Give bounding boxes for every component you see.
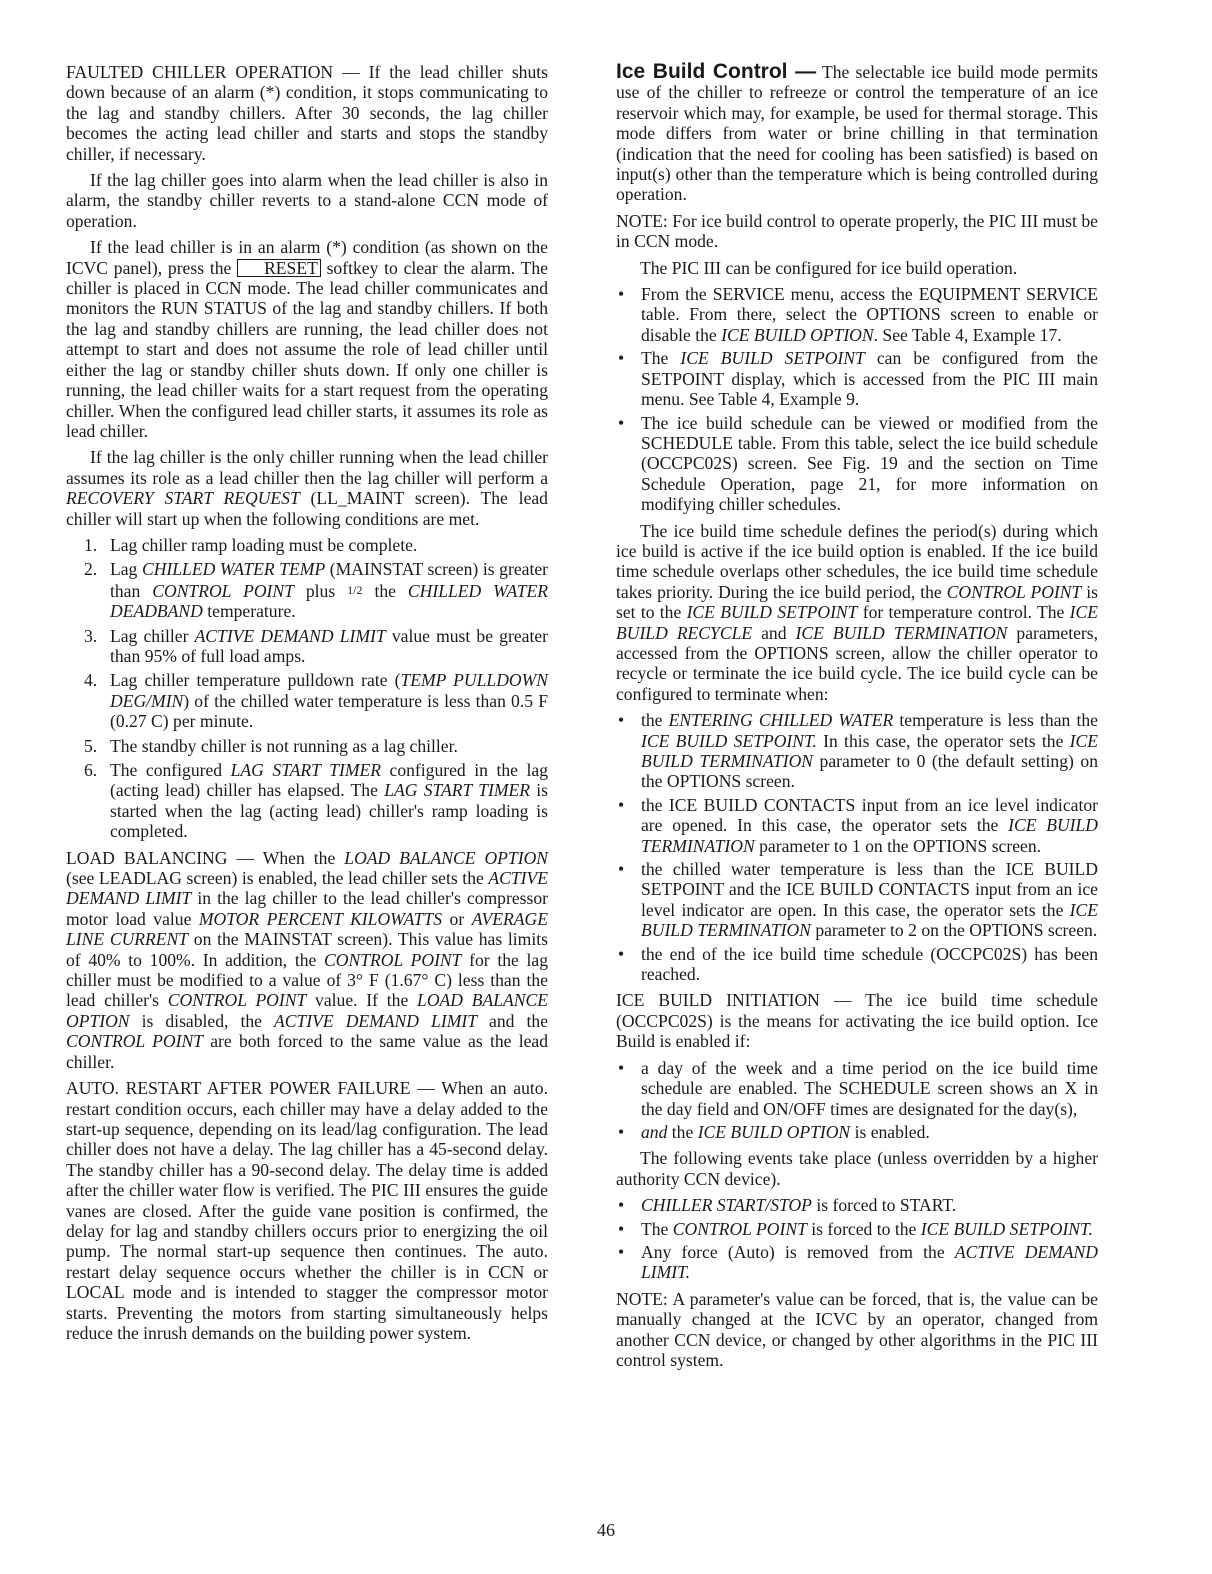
list-item: 1. Lag chiller ramp loading must be complete.	[84, 534, 418, 555]
note-ccn-mode: NOTE: For ice build control to operate properly, the PIC III must be in CCN mode.	[616, 210, 1098, 252]
auto-restart-paragraph: AUTO. RESTART AFTER POWER FAILURE — When an auto. restart condition occurs, each chiller may have a delay added to the start-up sequence, depending on its lead/lag configuration. The lead chiller does not have a delay. The lag chiller has a 45-second delay. The standby chiller has a 90-second delay. The delay time is added after the chiller water flow is verified. The PIC III ensures the guide vanes are closed. After the guide vane position is confirmed, the delay for lag and standby chillers occurs prior to energizing the oil pump. The normal start-up sequence then continues. The auto. restart delay sequence occurs whether the chiller is in CCN or LOCAL mode and is intended to stagger the compressor motor starts. Preventing the motors from starting simultaneously helps reduce the inrush demands on the building power system.	[66, 1078, 548, 1343]
left-column	[66, 62, 548, 1349]
auto-restart-heading: AUTO. RESTART AFTER POWER FAILURE —	[66, 1078, 435, 1099]
list-item: • The ICE BUILD SETPOINT can be configured from the SETPOINT display, which is accessed from the PIC III main menu. See Table 4, Example 9.	[618, 348, 1098, 410]
termination-bullet-list	[616, 710, 1098, 984]
lag-alarm-paragraph: If the lag chiller goes into alarm when the lead chiller is also in alarm, the standby chiller reverts to a stand-alone CCN mode of operation.	[66, 170, 548, 231]
list-item: • the chilled water temperature is less than the ICE BUILD SETPOINT and the ICE BUILD CONTACTS input from an ice level indicator are open. In this case, the operator sets the ICE BUILD TERMINATION parameter to 2 on the OPTIONS screen.	[618, 859, 1098, 941]
list-item: • CHILLER START/STOP is forced to START.	[618, 1195, 957, 1216]
list-item: • the ENTERING CHILLED WATER temperature is less than the ICE BUILD SETPOINT. In this case, the operator sets the ICE BUILD TERMINATION parameter to 0 (the default setting) on the OPTIONS screen.	[618, 710, 1098, 792]
config-bullet-list	[616, 284, 1098, 514]
list-item: • From the SERVICE menu, access the EQUIPMENT SERVICE table. From there, select the OPTIONS screen to enable or disable the ICE BUILD OPTION. See Table 4, Example 17.	[618, 284, 1098, 345]
start-conditions-list	[66, 535, 548, 842]
page-number: 46	[597, 1520, 615, 1540]
list-item: 2. Lag CHILLED WATER TEMP (MAINSTAT screen) is greater than CONTROL POINT plus 1/2 the CHILLED WATER DEADBAND temperature.	[84, 559, 548, 622]
list-item: • a day of the week and a time period on the ice build time schedule are enabled. The SCHEDULE screen shows an X in the day field and ON/OFF times are designated for the day(s),	[618, 1057, 1098, 1119]
events-bullet-list	[616, 1195, 1098, 1283]
list-item: • Any force (Auto) is removed from the ACTIVE DEMAND LIMIT.	[618, 1241, 1098, 1283]
initiation-bullet-list	[616, 1058, 1098, 1143]
list-item: • The ice build schedule can be viewed or modified from the SCHEDULE table. From this table, select the ice build schedule (OCCPC02S) screen. See Fig. 19 and the section on Time Schedule Operation, page 21, for more information on modifying chiller schedules.	[618, 412, 1098, 515]
list-item: 6. The configured LAG START TIMER configured in the lag (acting lead) chiller has elapsed. The LAG START TIMER is started when the lag (acting lead) chiller's ramp loading is completed.	[84, 760, 548, 842]
list-item: • the end of the ice build time schedule (OCCPC02S) has been reached.	[618, 943, 1098, 985]
list-item: 4. Lag chiller temperature pulldown rate (TEMP PULLDOWN DEG/MIN) of the chilled water temperature is less than 0.5 F (0.27 C) per minute.	[84, 670, 549, 732]
schedule-paragraph: The ice build time schedule defines the period(s) during which ice build is active if the ice build option is enabled. If the ice build time schedule overlaps other schedules, the ice build time schedule takes priority. During the ice build period, the CONTROL POINT is set to the ICE BUILD SETPOINT for temperature control. The ICE BUILD RECYCLE and ICE BUILD TERMINATION parameters, accessed from the OPTIONS screen, allow the chiller operator to recycle or terminate the ice build cycle. The ice build cycle can be configured to terminate when:	[616, 520, 1099, 704]
list-item: • and the ICE BUILD OPTION is enabled.	[618, 1121, 930, 1142]
events-paragraph: The following events take place (unless overridden by a higher authority CCN device).	[616, 1148, 1098, 1189]
recovery-paragraph: If the lag chiller is the only chiller running when the lead chiller assumes its role as a lead chiller then the lag chiller will perform a RECOVERY START REQUEST (LL_MAINT screen). The lead chiller will start up when the following conditions are met.	[66, 447, 548, 529]
faulted-chiller-heading: FAULTED CHILLER OPERATION —	[66, 62, 360, 82]
list-item: 5. The standby chiller is not running as a lag chiller.	[84, 735, 458, 756]
ice-build-initiation-heading: ICE BUILD INITIATION —	[616, 990, 852, 1011]
faulted-chiller-paragraph: FAULTED CHILLER OPERATION — If the lead chiller shuts down because of an alarm (*) condition, it stops communicating to the lag and standby chillers. After 30 seconds, the lag chiller becomes the acting lead chiller and starts and stops the standby chiller, if necessary.	[66, 62, 549, 164]
load-balancing-heading: LOAD BALANCING —	[66, 847, 255, 868]
ice-build-intro-paragraph: Ice Build Control — The selectable ice build mode permits use of the chiller to refreeze or control the temperature of an ice reservoir which may, for example, be used for thermal storage. This mode differs from water or brine chilling in that termination (indication that the need for cooling has been satisfied) is based on input(s) other than the temperature which is being controlled during operation.	[616, 60, 1098, 205]
load-balancing-paragraph: LOAD BALANCING — When the LOAD BALANCE OPTION (see LEADLAG screen) is enabled, the lead chiller sets the ACTIVE DEMAND LIMIT in the lag chiller to the lead chiller's compressor motor load value MOTOR PERCENT KILOWATTS or AVERAGE LINE CURRENT on the MAINSTAT screen). This value has limits of 40% to 100%. In addition, the CONTROL POINT for the lag chiller must be modified to a value of 3° F (1.67° C) less than the lead chiller's CONTROL POINT value. If the LOAD BALANCE OPTION is disabled, the ACTIVE DEMAND LIMIT and the CONTROL POINT are both forced to the same value as the lead chiller.	[66, 847, 549, 1072]
list-item: • The CONTROL POINT is forced to the ICE BUILD SETPOINT.	[618, 1218, 1093, 1239]
list-item: • the ICE BUILD CONTACTS input from an ice level indicator are opened. In this case, the operator sets the ICE BUILD TERMINATION parameter to 1 on the OPTIONS screen.	[618, 794, 1098, 856]
ice-build-section-title: Ice Build Control —	[616, 60, 817, 83]
configured-paragraph: The PIC III can be configured for ice build operation.	[640, 257, 1018, 278]
reset-softkey: RESET	[237, 259, 321, 277]
list-item: 3. Lag chiller ACTIVE DEMAND LIMIT value must be greater than 95% of full load amps.	[84, 625, 548, 666]
right-column	[616, 62, 1098, 1376]
ice-build-initiation-paragraph: ICE BUILD INITIATION — The ice build time schedule (OCCPC02S) is the means for activating the ice build option. Ice Build is enabled if:	[616, 990, 1098, 1052]
note-forced-value: NOTE: A parameter's value can be forced, that is, the value can be manually changed at the ICVC by an operator, changed from another CCN device, or changed by other algorithms in the PIC III control system.	[616, 1288, 1098, 1370]
lead-alarm-paragraph: If the lead chiller is in an alarm (*) condition (as shown on the ICVC panel), press the RESET softkey to clear the alarm. The chiller is placed in CCN mode. The lead chiller communicates and monitors the RUN STATUS of the lag and standby chillers. If both the lag and standby chillers are running, the lead chiller does not attempt to start and does not assume the role of lead chiller until either the lag or standby chiller shuts down. If only one chiller is running, the lead chiller waits for a start request from the operating chiller. When the configured lead chiller starts, it assumes its role as lead chiller.	[66, 237, 548, 441]
